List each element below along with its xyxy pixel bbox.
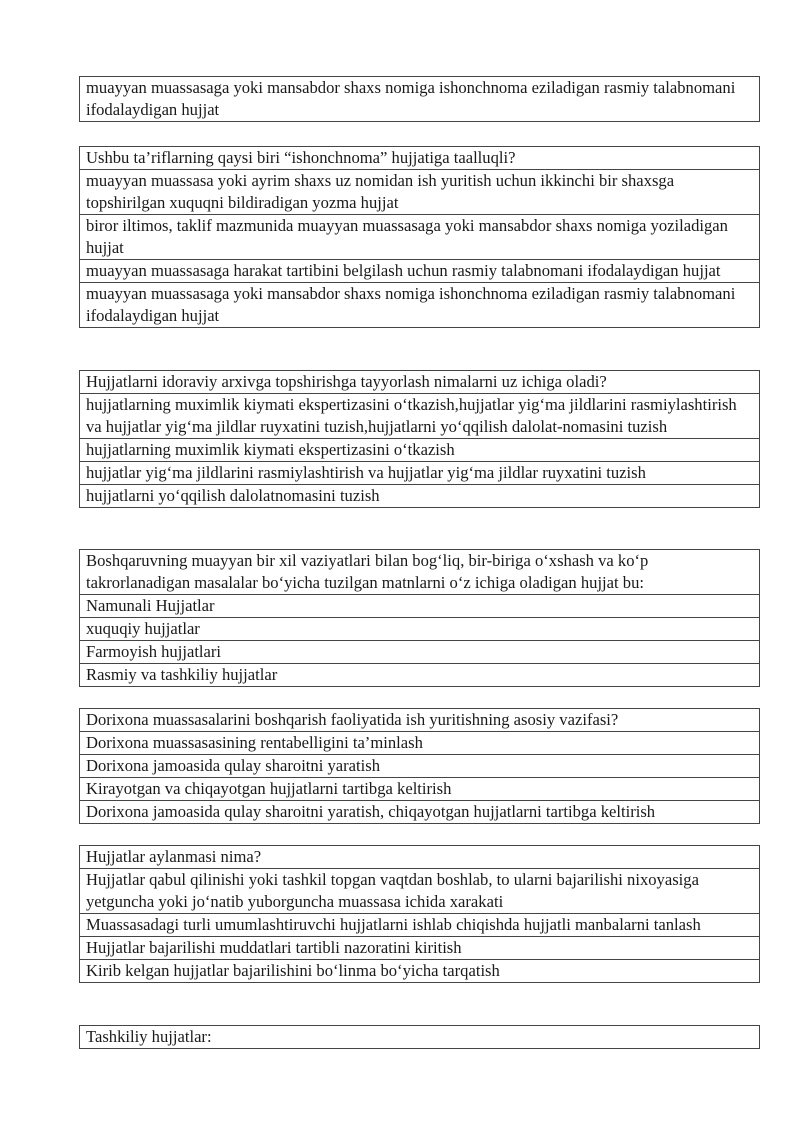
answer-option: muayyan muassasaga yoki mansabdor shaxs nomiga ishonchnoma eziladigan rasmiy talabnomani ifodalaydigan hujjat bbox=[80, 283, 760, 328]
answer-option: Rasmiy va tashkiliy hujjatlar bbox=[80, 664, 760, 687]
answer-option: biror iltimos, taklif mazmunida muayyan muassasaga yoki mansabdor shaxs nomiga yoziladigan hujjat bbox=[80, 215, 760, 260]
answer-option: hujjatlarning muximlik kiymati ekspertizasini o‘tkazish,hujjatlar yig‘ma jildlarini rasmiylashtirish va hujjatlar yig‘ma jildlar ruyxatini tuzish,hujjatlarni yo‘qqilish dalolat-nomasini tuzish bbox=[80, 394, 760, 439]
table-row bbox=[80, 595, 760, 618]
table-row bbox=[80, 778, 760, 801]
table-row bbox=[80, 709, 760, 732]
table-row bbox=[80, 215, 760, 260]
answer-option: Dorixona jamoasida qulay sharoitni yaratish bbox=[80, 755, 760, 778]
table-row bbox=[80, 937, 760, 960]
table-row bbox=[80, 801, 760, 824]
question-text: Tashkiliy hujjatlar: bbox=[80, 1026, 760, 1049]
table-row bbox=[80, 618, 760, 641]
answer-option: Dorixona muassasasining rentabelligini ta’minlash bbox=[80, 732, 760, 755]
question-table-2 bbox=[79, 370, 760, 508]
table-row bbox=[80, 755, 760, 778]
table-row bbox=[80, 147, 760, 170]
answer-option: muayyan muassasaga harakat tartibini belgilash uchun rasmiy talabnomani ifodalaydigan hujjat bbox=[80, 260, 760, 283]
table-row bbox=[80, 1026, 760, 1049]
table-row bbox=[80, 914, 760, 937]
answer-option: hujjatlar yig‘ma jildlarini rasmiylashtirish va hujjatlar yig‘ma jildlar ruyxatini tuzish bbox=[80, 462, 760, 485]
answer-fragment-table bbox=[79, 76, 760, 122]
question-table-1 bbox=[79, 146, 760, 328]
answer-option: Kirayotgan va chiqayotgan hujjatlarni tartibga keltirish bbox=[80, 778, 760, 801]
question-table-4 bbox=[79, 708, 760, 824]
table-row bbox=[80, 846, 760, 869]
table-row bbox=[80, 260, 760, 283]
answer-option: hujjatlarni yo‘qqilish dalolatnomasini tuzish bbox=[80, 485, 760, 508]
answer-option: xuquqiy hujjatlar bbox=[80, 618, 760, 641]
answer-option: Kirib kelgan hujjatlar bajarilishini bo‘linma bo‘yicha tarqatish bbox=[80, 960, 760, 983]
question-text: Boshqaruvning muayyan bir xil vaziyatlari bilan bog‘liq, bir-biriga o‘xshash va ko‘p takrorlanadigan masalalar bo‘yicha tuzilgan matnlarni o‘z ichiga oladigan hujjat bu: bbox=[80, 550, 760, 595]
answer-option: Namunali Hujjatlar bbox=[80, 595, 760, 618]
table-row bbox=[80, 550, 760, 595]
question-table-6 bbox=[79, 1025, 760, 1049]
answer-option: Hujjatlar qabul qilinishi yoki tashkil topgan vaqtdan boshlab, to ularni bajarilishi nixoyasiga yetguncha yoki jo‘natib yuborguncha muassasa ichida xarakati bbox=[80, 869, 760, 914]
question-text: Hujjatlar aylanmasi nima? bbox=[80, 846, 760, 869]
table-row bbox=[80, 960, 760, 983]
table-row bbox=[80, 732, 760, 755]
table-row bbox=[80, 170, 760, 215]
answer-option: Muassasadagi turli umumlashtiruvchi hujjatlarni ishlab chiqishda hujjatli manbalarni tanlash bbox=[80, 914, 760, 937]
question-text: Hujjatlarni idoraviy arxivga topshirishga tayyorlash nimalarni uz ichiga oladi? bbox=[80, 371, 760, 394]
table-row bbox=[80, 283, 760, 328]
answer-option: Dorixona jamoasida qulay sharoitni yaratish, chiqayotgan hujjatlarni tartibga keltirish bbox=[80, 801, 760, 824]
table-row bbox=[80, 869, 760, 914]
question-text: Ushbu ta’riflarning qaysi biri “ishonchnoma” hujjatiga taalluqli? bbox=[80, 147, 760, 170]
question-text: Dorixona muassasalarini boshqarish faoliyatida ish yuritishning asosiy vazifasi? bbox=[80, 709, 760, 732]
answer-option: Hujjatlar bajarilishi muddatlari tartibli nazoratini kiritish bbox=[80, 937, 760, 960]
table-row bbox=[80, 77, 760, 122]
answer-option: muayyan muassasa yoki ayrim shaxs uz nomidan ish yuritish uchun ikkinchi bir shaxsga topshirilgan xuquqni bildiradigan yozma hujjat bbox=[80, 170, 760, 215]
answer-fragment: muayyan muassasaga yoki mansabdor shaxs nomiga ishonchnoma eziladigan rasmiy talabnomani ifodalaydigan hujjat bbox=[80, 77, 760, 122]
table-row bbox=[80, 462, 760, 485]
table-row bbox=[80, 485, 760, 508]
question-table-5 bbox=[79, 845, 760, 983]
table-row bbox=[80, 641, 760, 664]
question-table-3 bbox=[79, 549, 760, 687]
table-row bbox=[80, 664, 760, 687]
answer-option: hujjatlarning muximlik kiymati ekspertizasini o‘tkazish bbox=[80, 439, 760, 462]
table-row bbox=[80, 394, 760, 439]
answer-option: Farmoyish hujjatlari bbox=[80, 641, 760, 664]
table-row bbox=[80, 439, 760, 462]
table-row bbox=[80, 371, 760, 394]
